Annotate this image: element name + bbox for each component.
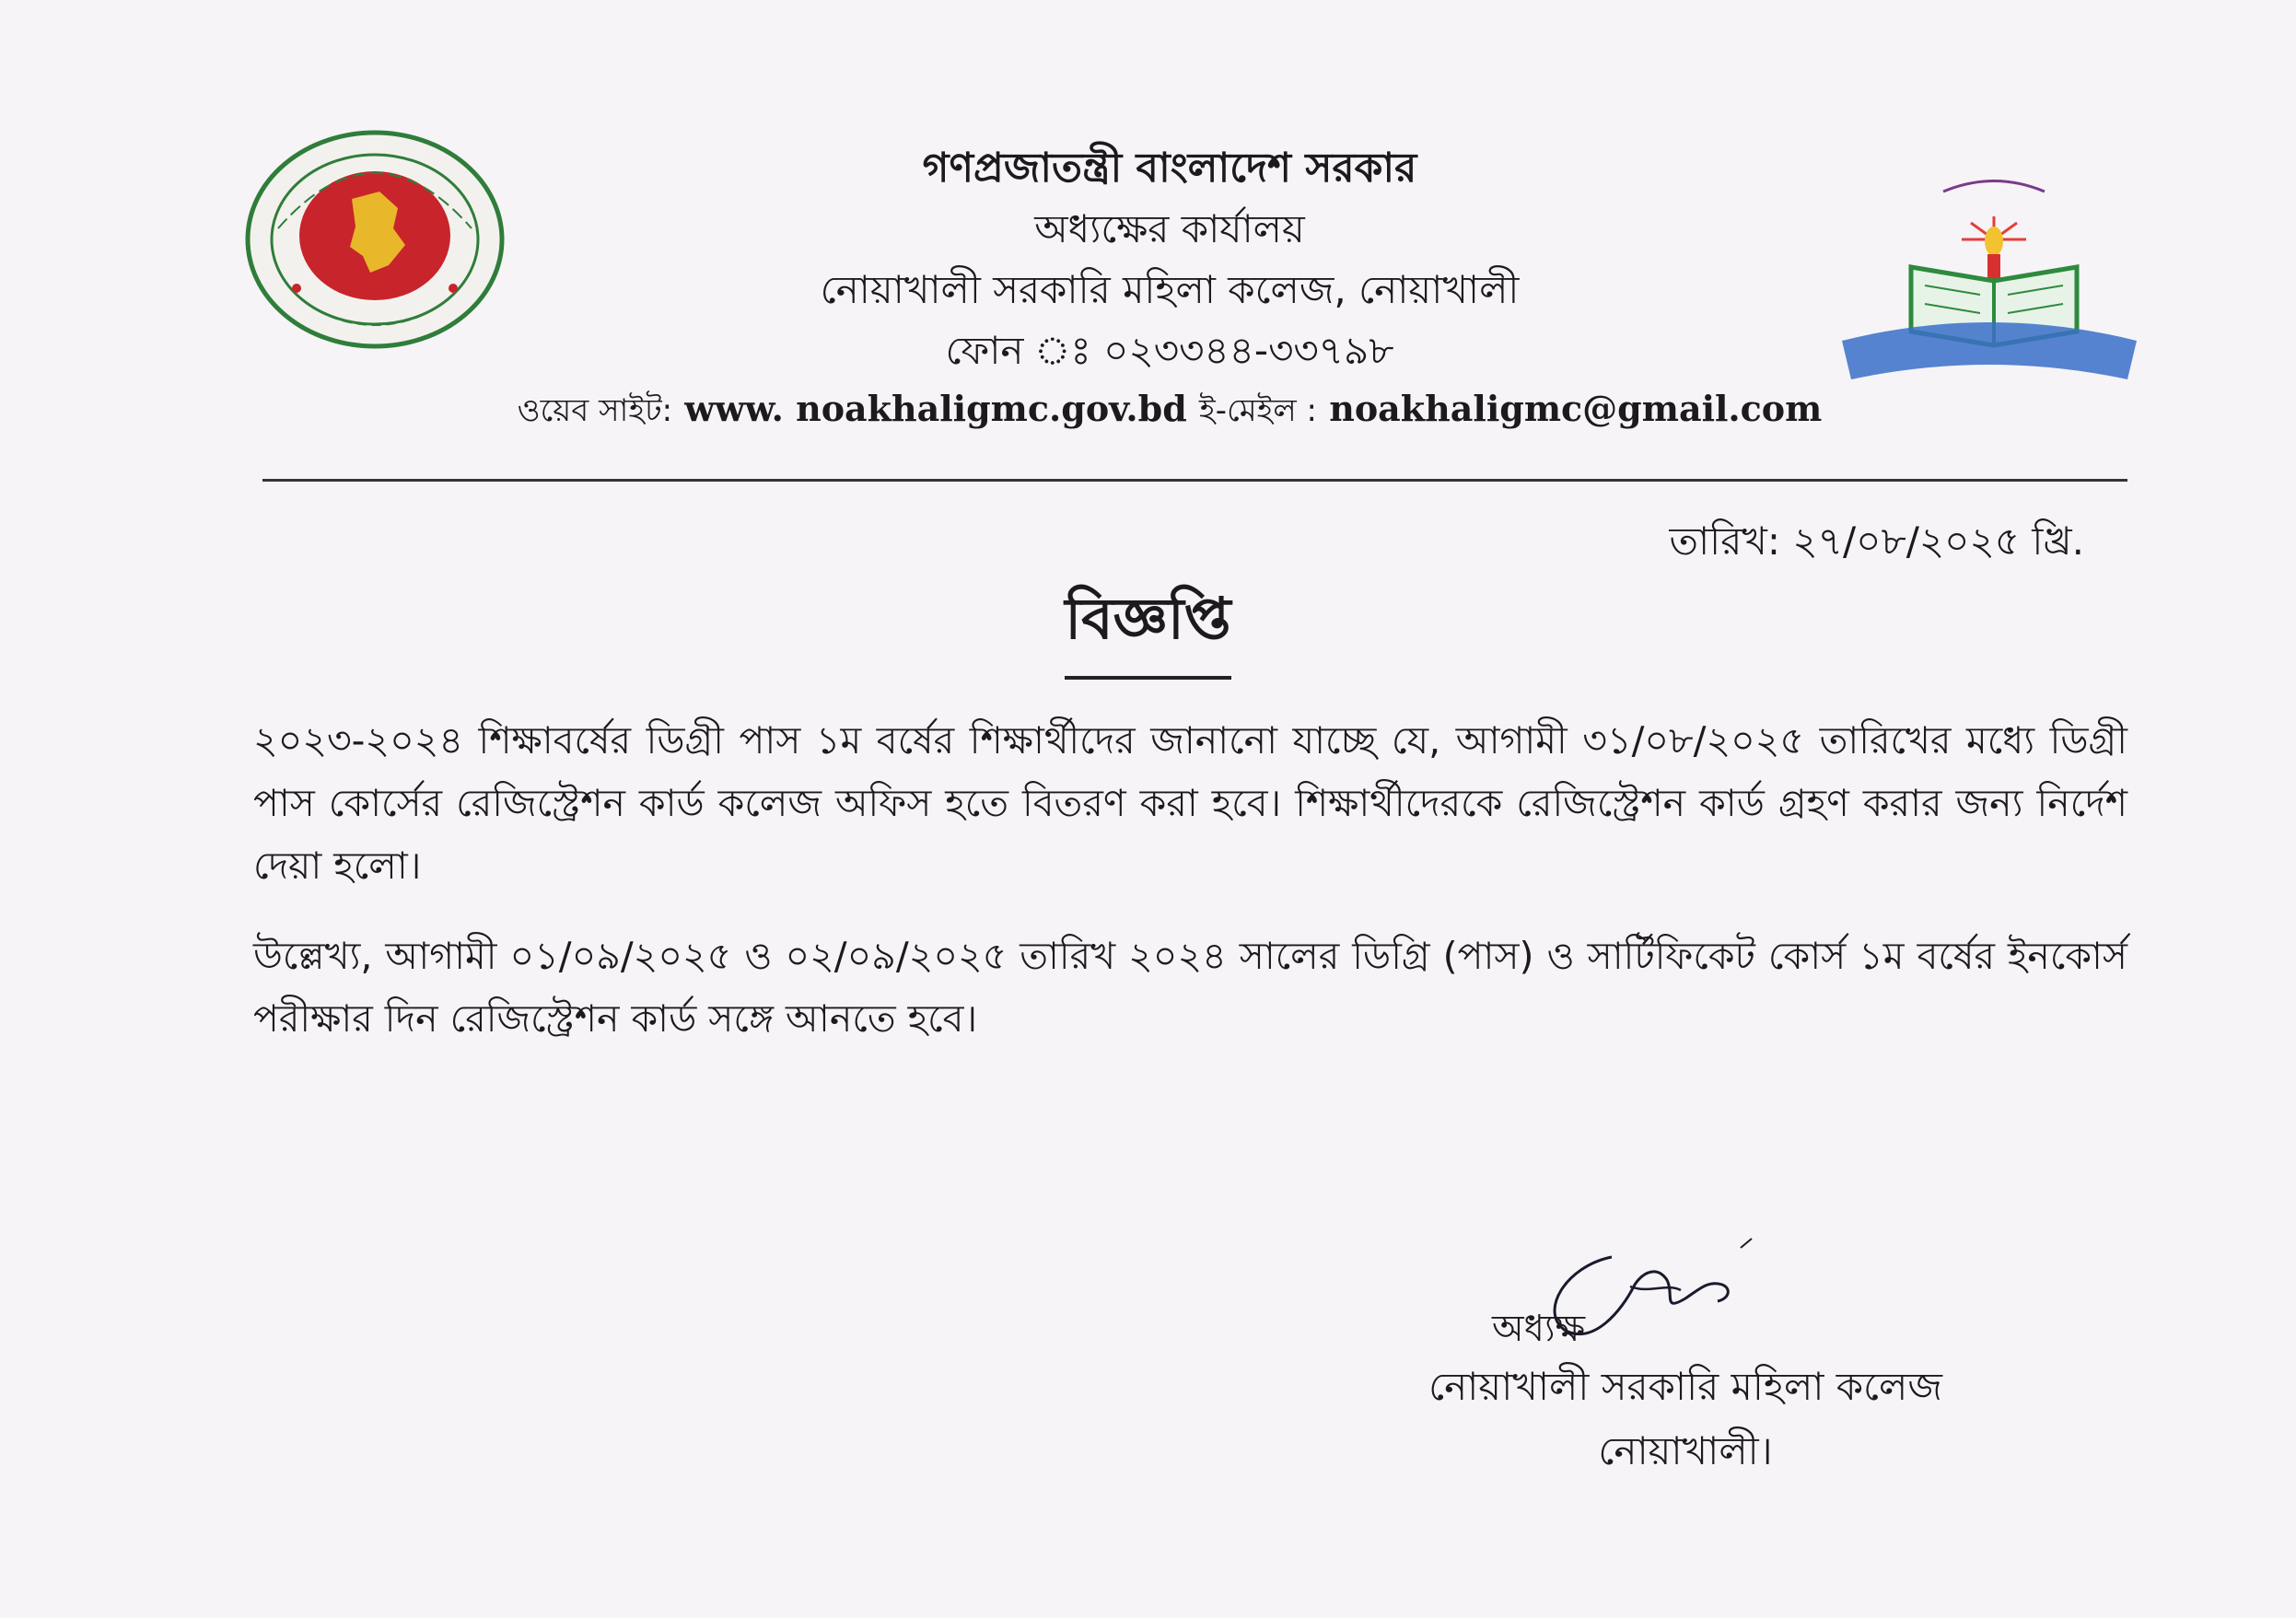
letterhead: [497, 138, 1842, 438]
college-logo-icon: [1833, 166, 2146, 387]
notice-paragraph: উল্লেখ্য, আগামী ০১/০৯/২০২৫ ও ০২/০৯/২০২৫ তারিখ ২০২৪ সালের ডিগ্রি (পাস) ও সার্টিফিকেট কোর্স ১ম বর্ষের ইনকোর্স পরীক্ষার দিন রেজিস্ট্রেশন কার্ড সঙ্গে আনতে হবে।: [253, 934, 2127, 1041]
government-name: গণপ্রজাতন্ত্রী বাংলাদেশ সরকার: [922, 145, 1417, 192]
college-name: নোয়াখালী সরকারি মহিলা কলেজ, নোয়াখালী: [820, 267, 1520, 312]
notice-title-text: বিজ্ঞপ্তি: [1065, 576, 1230, 680]
email-link[interactable]: noakhaligmc@gmail.com: [1329, 388, 1823, 429]
website-link[interactable]: www. noakhaligmc.gov.bd: [684, 388, 1187, 429]
notice-body: [253, 709, 2127, 1077]
signatory-block: [1326, 1303, 2045, 1484]
header-divider: [262, 479, 2127, 482]
signatory-college: নোয়াখালী সরকারি মহিলা কলেজ: [1428, 1364, 1942, 1409]
office-name: অধ্যক্ষের কার্যালয়: [1034, 206, 1305, 251]
signatory-location: নোয়াখালী।: [1598, 1428, 1773, 1473]
notice-title: [0, 576, 2296, 680]
website-label: ওয়েব সাইট:: [517, 392, 673, 429]
email-label: ই-মেইল :: [1199, 392, 1317, 429]
phone-number: ফোন ঃ ০২৩৩৪৪-৩৩৭৯৮: [945, 328, 1394, 373]
notice-date: তারিখ: ২৭/০৮/২০২৫ খ্রি.: [1669, 518, 2084, 564]
signatory-designation: অধ্যক্ষ: [1492, 1308, 1586, 1350]
contact-line: [497, 381, 1842, 438]
government-seal-icon: [241, 127, 508, 353]
notice-paragraph: ২০২৩-২০২৪ শিক্ষাবর্ষের ডিগ্রী পাস ১ম বর্ষের শিক্ষার্থীদের জানানো যাচ্ছে যে, আগামী ৩১/০৮/২০২৫ তারিখের মধ্যে ডিগ্রী পাস কোর্সের রেজিস্ট্রেশন কার্ড কলেজ অফিস হতে বিতরণ করা হবে। শিক্ষার্থীদেরকে রেজিস্ট্রেশন কার্ড গ্রহণ করার জন্য নির্দেশ দেয়া হলো।: [253, 718, 2127, 888]
